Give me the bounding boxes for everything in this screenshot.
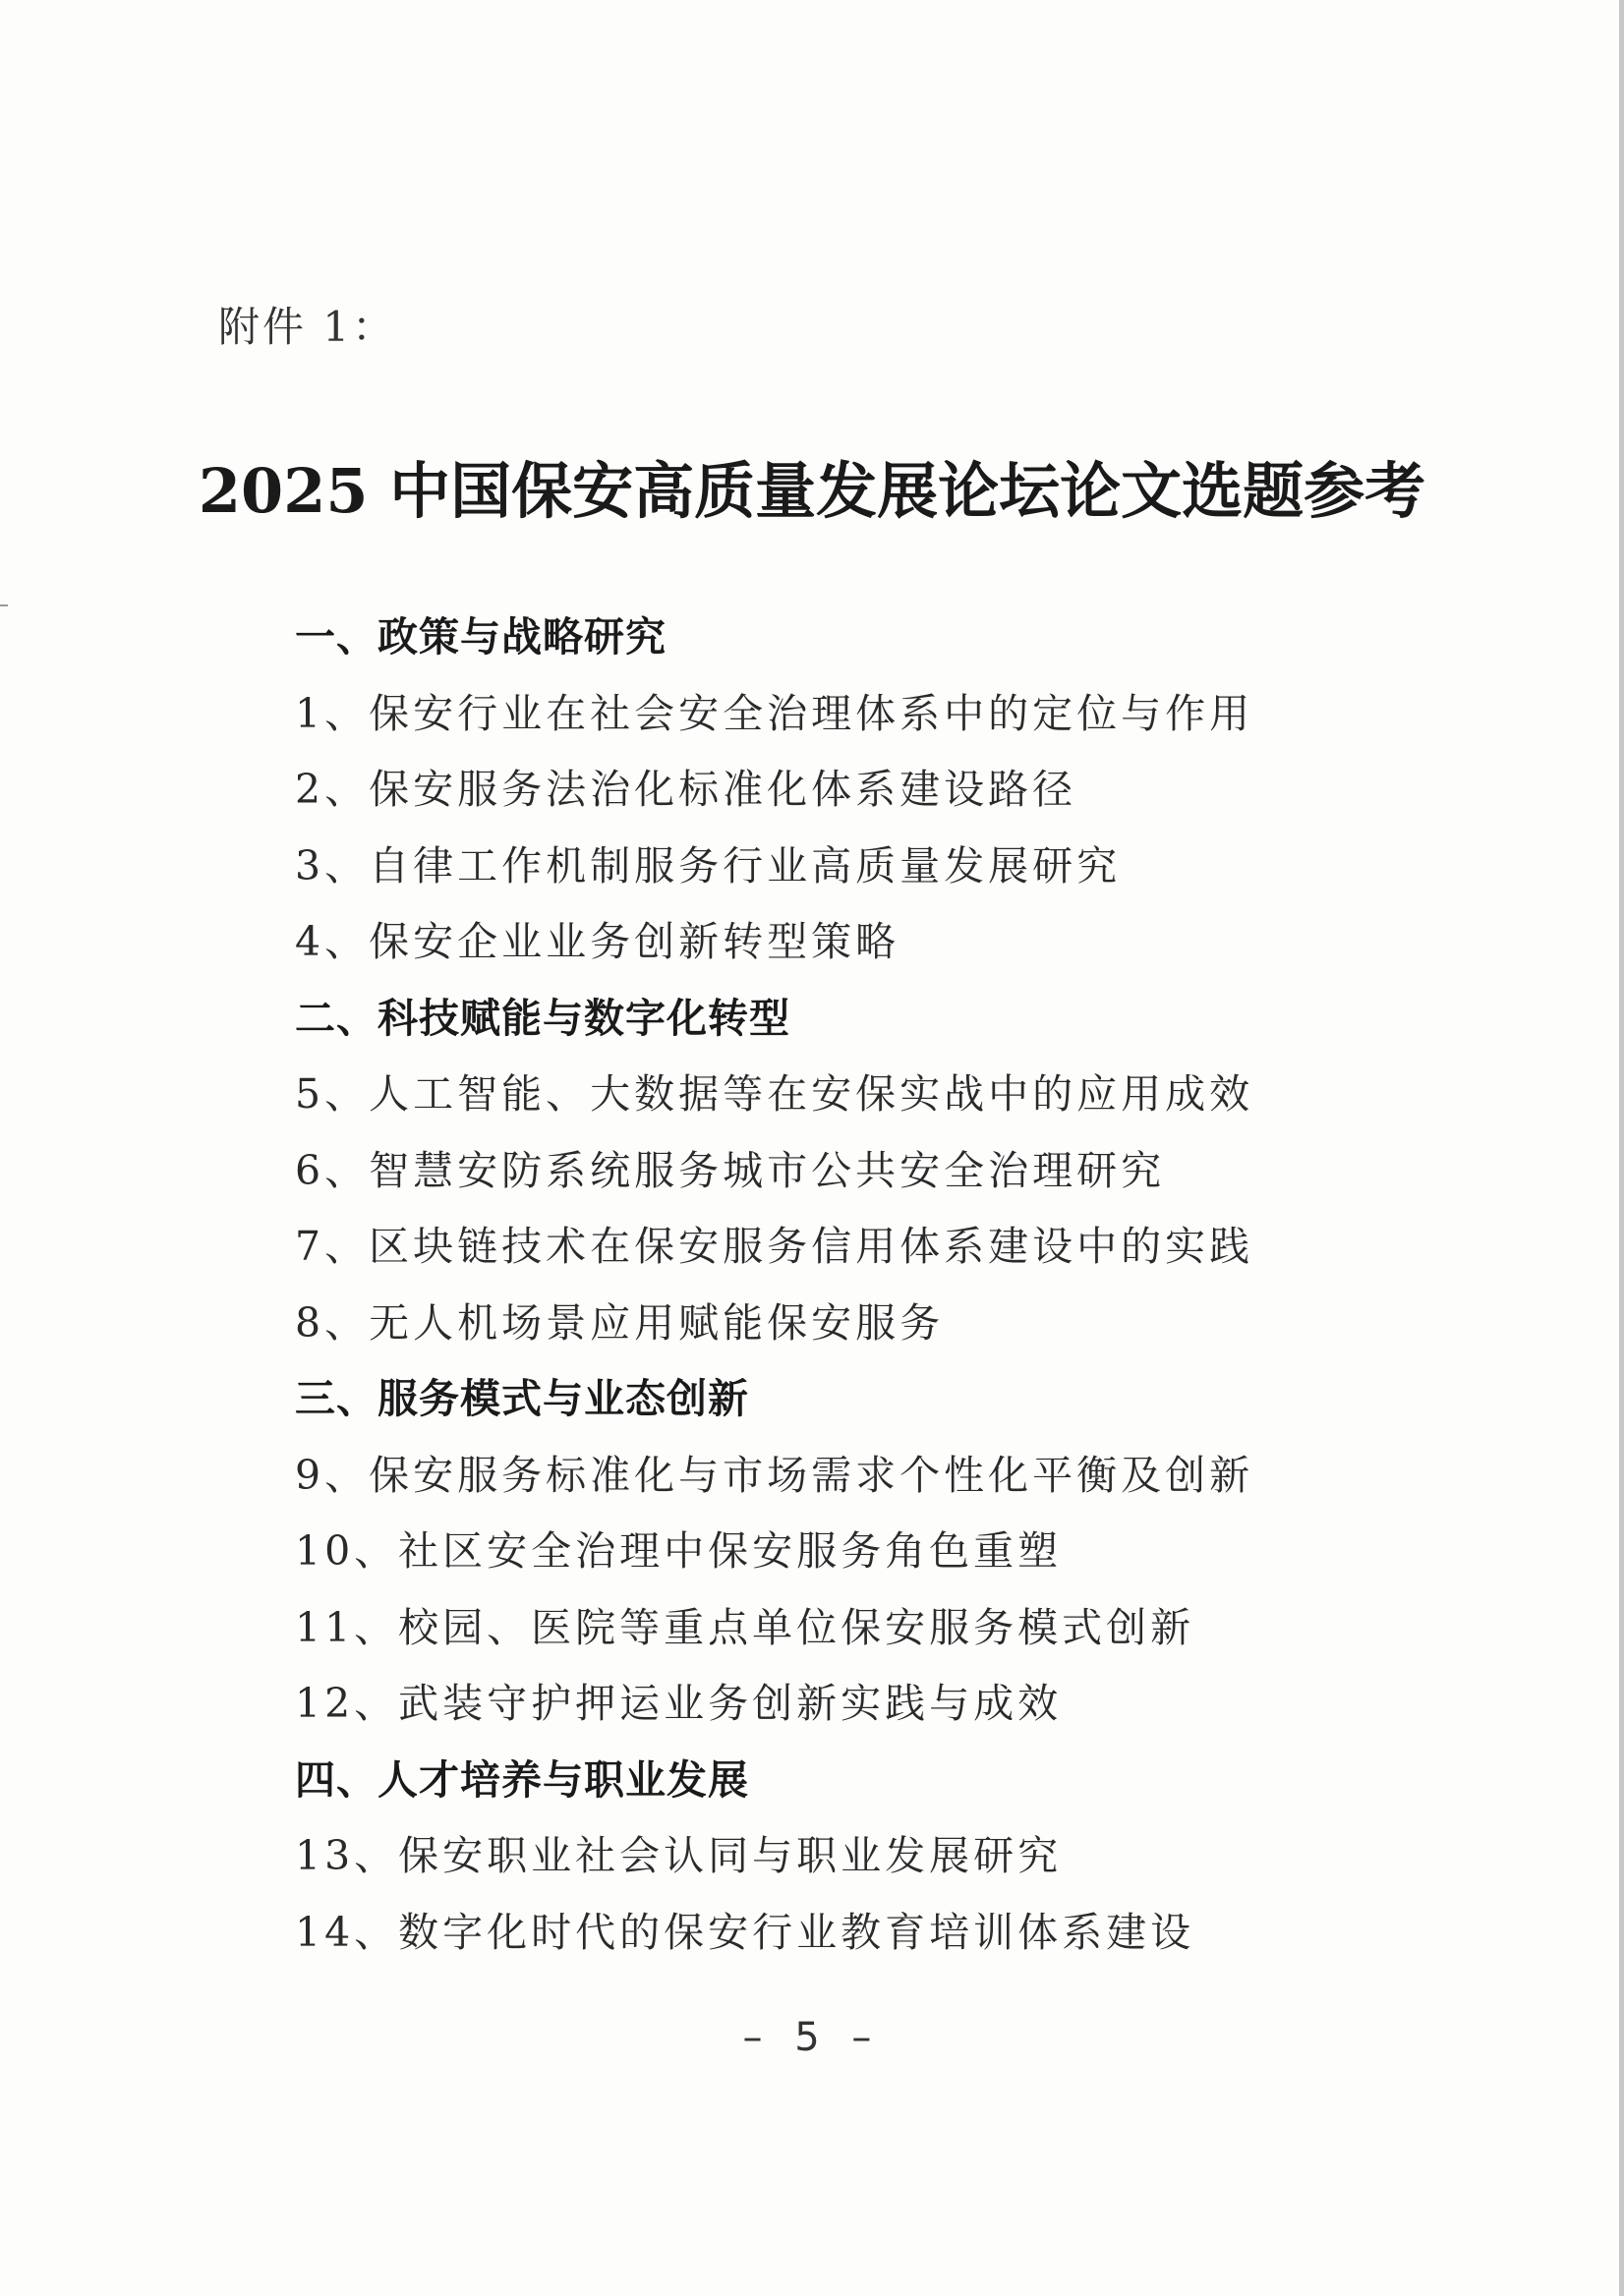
list-item: 5、人工智能、大数据等在安保实战中的应用成效 [295, 1070, 1254, 1118]
binding-mark [0, 604, 8, 606]
scan-edge [1619, 0, 1624, 2296]
list-item: 10、社区安全治理中保安服务角色重塑 [295, 1527, 1063, 1575]
page-number: – 5 – [742, 2015, 882, 2060]
document-title: 2025 中国保安高质量发展论坛论文选题参考 [198, 455, 1426, 527]
list-item: 8、无人机场景应用赋能保安服务 [295, 1298, 945, 1347]
list-item: 11、校园、医院等重点单位保安服务模式创新 [295, 1603, 1195, 1651]
list-item: 1、保安行业在社会安全治理体系中的定位与作用 [295, 689, 1254, 737]
list-item: 9、保安服务标准化与市场需求个性化平衡及创新 [295, 1451, 1254, 1499]
section-heading: 二、科技赋能与数字化转型 [295, 994, 790, 1042]
section-heading: 四、人才培养与职业发展 [295, 1755, 749, 1804]
section-heading: 一、政策与战略研究 [295, 613, 667, 660]
list-item: 12、武装守护押运业务创新实践与成效 [295, 1680, 1063, 1727]
list-item: 7、区块链技术在保安服务信用体系建设中的实践 [295, 1223, 1254, 1270]
list-item: 6、智慧安防系统服务城市公共安全治理研究 [295, 1146, 1166, 1194]
topic-list [295, 600, 1396, 1971]
list-item: 3、自律工作机制服务行业高质量发展研究 [295, 841, 1122, 890]
list-item: 13、保安职业社会认同与职业发展研究 [295, 1832, 1063, 1879]
list-item: 4、保安企业业务创新转型策略 [295, 918, 900, 965]
list-item: 14、数字化时代的保安行业教育培训体系建设 [295, 1908, 1195, 1956]
section-heading: 三、服务模式与业态创新 [295, 1375, 749, 1422]
attachment-label: 附件 1： [218, 303, 397, 351]
list-item: 2、保安服务法治化标准化体系建设路径 [295, 766, 1077, 813]
